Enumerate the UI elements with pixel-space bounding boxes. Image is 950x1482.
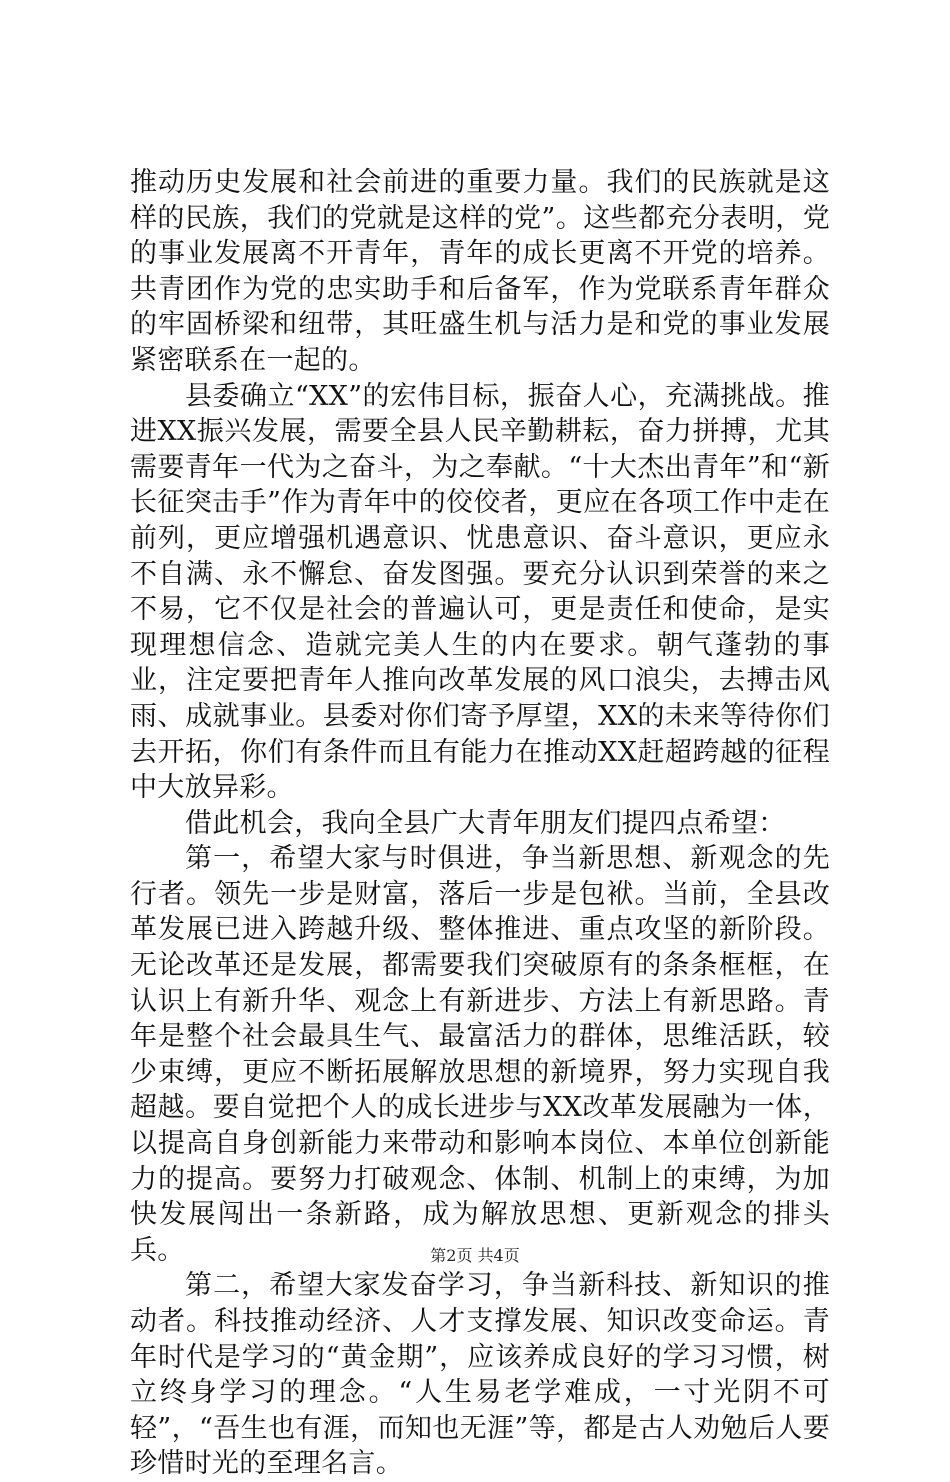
paragraph-4: 第一，希望大家与时俱进，争当新思想、新观念的先行者。领先一步是财富，落后一步是包袱。当前，全县改革发展已进入跨越升级、整体推进、重点攻坚的新阶段。无论改革还是发展，都需要我们突破原有的条条框框，在认识上有新升华、观念上有新进步、方法上有新思路。青年是整个社会最具生气、最富活力的群体，思维活跃，较少束缚，更应不断拓展解放思想的新境界，努力实现自我超越。要自觉把个人的成长进步与XX改革发展融为一体，以提高自身创新能力来带动和影响本岗位、本单位创新能力的提高。要努力打破观念、体制、机制上的束缚，为加快发展闯出一条新路，成为解放思想、更新观念的排头兵。 — [130, 843, 830, 1266]
document-body — [130, 165, 830, 1482]
paragraph-1: 推动历史发展和社会前进的重要力量。我们的民族就是这样的民族，我们的党就是这样的党”。这些都充分表明，党的事业发展离不开青年，青年的成长更离不开党的培养。共青团作为党的忠实助手和后备军，作为党联系青年群众的牢固桥梁和纽带，其旺盛生机与活力是和党的事业发展紧密联系在一起的。 — [130, 167, 830, 376]
page-footer: 第2页 共4页 — [430, 1246, 520, 1265]
paragraph-5: 第二，希望大家发奋学习，争当新科技、新知识的推动者。科技推动经济、人才支撑发展、知识改变命运。青年时代是学习的“黄金期”，应该养成良好的学习习惯，树立终身学习的理念。“人生易老学难成，一寸光阴不可轻”，“吾生也有涯，而知也无涯”等，都是古人劝勉后人要珍惜时光的至理名言。 — [130, 1270, 830, 1480]
paragraph-3: 借此机会，我向全县广大青年朋友们提四点希望： — [185, 807, 786, 839]
paragraph-2: 县委确立“XX”的宏伟目标，振奋人心，充满挑战。推进XX振兴发展，需要全县人民辛勤耕耘，奋力拼搏，尤其需要青年一代为之奋斗，为之奉献。“十大杰出青年”和“新长征突击手”作为青年中的佼佼者，更应在各项工作中走在前列，更应增强机遇意识、忧患意识、奋斗意识，更应永不自满、永不懈怠、奋发图强。要充分认识到荣誉的来之不易，它不仅是社会的普遍认可，更是责任和使命，是实现理想信念、造就完美人生的内在要求。朝气蓬勃的事业，注定要把青年人推向改革发展的风口浪尖，去搏击风雨、成就事业。县委对你们寄予厚望，XX的未来等待你们去开拓，你们有条件而且有能力在推动XX赶超跨越的征程中大放异彩。 — [130, 380, 830, 804]
